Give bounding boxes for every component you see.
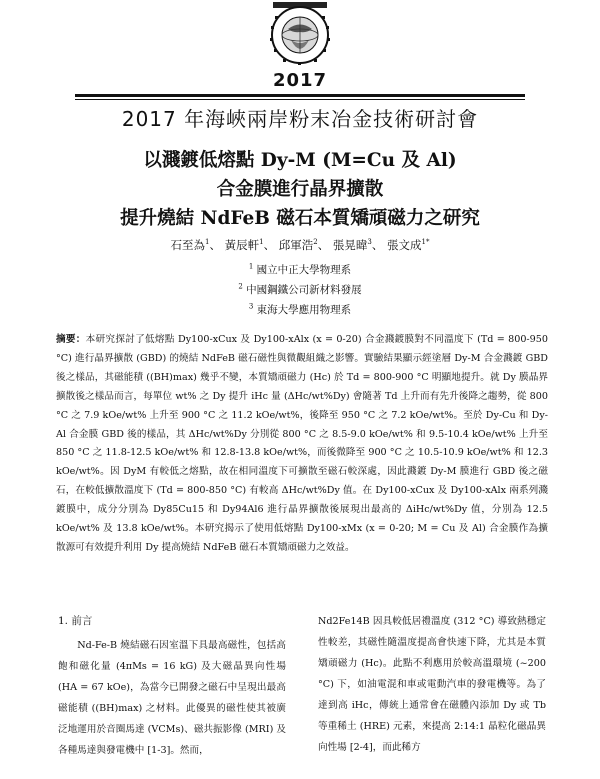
affil-text: 國立中正大學物理系 — [256, 264, 352, 276]
author-affil-mark: 1 — [259, 238, 264, 247]
intro-left-column — [58, 611, 286, 761]
conference-globe-logo — [263, 2, 337, 68]
intro-paragraph: Nd-Fe-B 燒結磁石因室溫下具最高磁性，包括高飽和磁化量 (4πMs = 16 kG) 及大磁晶異向性場 (HA = 67 kOe)，為當今已開發之磁石中呈現出最高磁能積 ((BH)max) 之材料。此優異的磁性使其被廣泛地運用於音圈馬達 (VCMs)、磁共振影像 (MRI) 及各種馬達與發電機中 [1-3]。然而， — [58, 640, 286, 756]
author-name: 張晃暐 — [332, 238, 368, 252]
affiliation — [0, 282, 600, 297]
intro-right-column — [318, 611, 546, 758]
paper-title — [0, 146, 600, 233]
abstract — [56, 331, 548, 558]
author-name: 石至為 — [170, 238, 206, 252]
author-affil-mark: 1* — [421, 238, 430, 247]
affil-mark: 1 — [248, 262, 254, 271]
section-heading: 1. 前言 — [58, 615, 93, 627]
header-rule-thick — [75, 94, 525, 97]
affil-mark: 3 — [248, 302, 254, 311]
paper-title-line: 以濺鍍低熔點 Dy-M (M=Cu 及 Al) — [143, 150, 457, 171]
affil-text: 中國鋼鐵公司新材料發展 — [246, 284, 362, 296]
logo-year: 2017 — [272, 70, 328, 91]
abstract-label: 摘要： — [56, 334, 86, 345]
author-affil-mark: 3 — [367, 238, 372, 247]
author-affil-mark: 1 — [205, 238, 210, 247]
affil-mark: 2 — [238, 282, 243, 291]
abstract-text: 本研究探討了低熔點 Dy100-xCux 及 Dy100-xAlx (x = 0-20) 合金濺鍍膜對不同溫度下 (Td = 800-950 °C) 進行晶界擴散 (GBD) 的燒結 NdFeB 磁石磁性與微觀組織之影響。實驗結果顯示經塗層 Dy-M 合金濺鍍 GBD 後之樣品，其磁能積 ((BH)max) 幾乎不變，本質矯頑磁力 (Hc) 於 Td = 800-900 °C 明顯地提升。就 Dy 膜晶界擴散後之樣品而言，每單位 wt% 之 Dy 提升 iHc 量 (ΔHc/wt%Dy) 會隨著 Td 上升而有先升後降之趨勢，從 800 °C 之 7.9 kOe/wt% 上升至 900 °C 之 11.2 kOe/wt%，後降至 950 °C 之 7.2 kOe/wt%。至於 Dy-Cu 和 Dy-Al 合金膜 GBD 後的樣品，其 ΔHc/wt%Dy 分別從 800 °C 之 8.5-9.0 kOe/wt% 和 9.5-10.4 kOe/wt% 上升至 850 °C 之 11.8-12.5 kOe/wt% 和 12.8-13.8 kOe/wt%，而後微降至 900 °C 之 10.5-10.9 kOe/wt% 和 12.3 kOe/wt%。因 DyM 有較低之熔點，故在相同溫度下可擴散至磁石較深處，因此濺鍍 Dy-M 膜進行 GBD 後之磁石，在較低擴散溫度下 (Td = 800-850 °C) 有較高 ΔHc/wt%Dy 值。在 Dy100-xCux 及 Dy100-xAlx 兩系列濺鍍膜中，成分分別為 Dy85Cu15 和 Dy94Al6 進行晶界擴散後展現出最高的 ΔiHc/wt%Dy 值，分別為 12.5 kOe/wt% 及 13.8 kOe/wt%。本研究揭示了使用低熔點 Dy100-xMx (x = 0-20; M = Cu 及 Al) 合金膜作為擴散源可有效提升利用 Dy 提高燒結 NdFeB 磁石本質矯頑磁力之效益。 — [56, 334, 548, 553]
intro-paragraph-continued: Nd2Fe14B 因具較低居禮溫度 (312 °C) 導致熱穩定性較差，其磁性隨溫度提高會快速下降，尤其是本質矯頑磁力 (Hc)。此點不利應用於較高溫環境 (~200 °C) 下，如油電混和車或電動汽車的發電機等。為了達到高 iHc，傳統上通常會在磁體內添加 Dy 或 Tb 等重稀土 (HRE) 元素，來提高 2:14:1 晶粒化磁晶異向性場 [2-4]，而此稀方 — [318, 616, 546, 753]
header-rule-thin — [75, 99, 525, 100]
author-name: 黃辰軒 — [224, 238, 260, 252]
paper-title-line: 合金膜進行晶界擴散 — [216, 179, 384, 200]
author-name: 邱軍浩 — [278, 238, 314, 252]
affil-text: 東海大學應用物理系 — [256, 304, 352, 316]
conference-title: 2017 年海峽兩岸粉末冶金技術研討會 — [121, 107, 479, 131]
paper-title-line: 提升燒結 NdFeB 磁石本質矯頑磁力之研究 — [120, 208, 480, 229]
author-name: 張文成 — [387, 238, 422, 252]
author-affil-mark: 2 — [313, 238, 318, 247]
affiliation — [0, 302, 600, 317]
author-list: 石至為$^1$、 黃辰軒$^1$、 邱軍浩$^2$、 張晃暐$^3$、 張文成$^{1*}$ — [170, 238, 430, 252]
affiliation — [0, 262, 600, 277]
